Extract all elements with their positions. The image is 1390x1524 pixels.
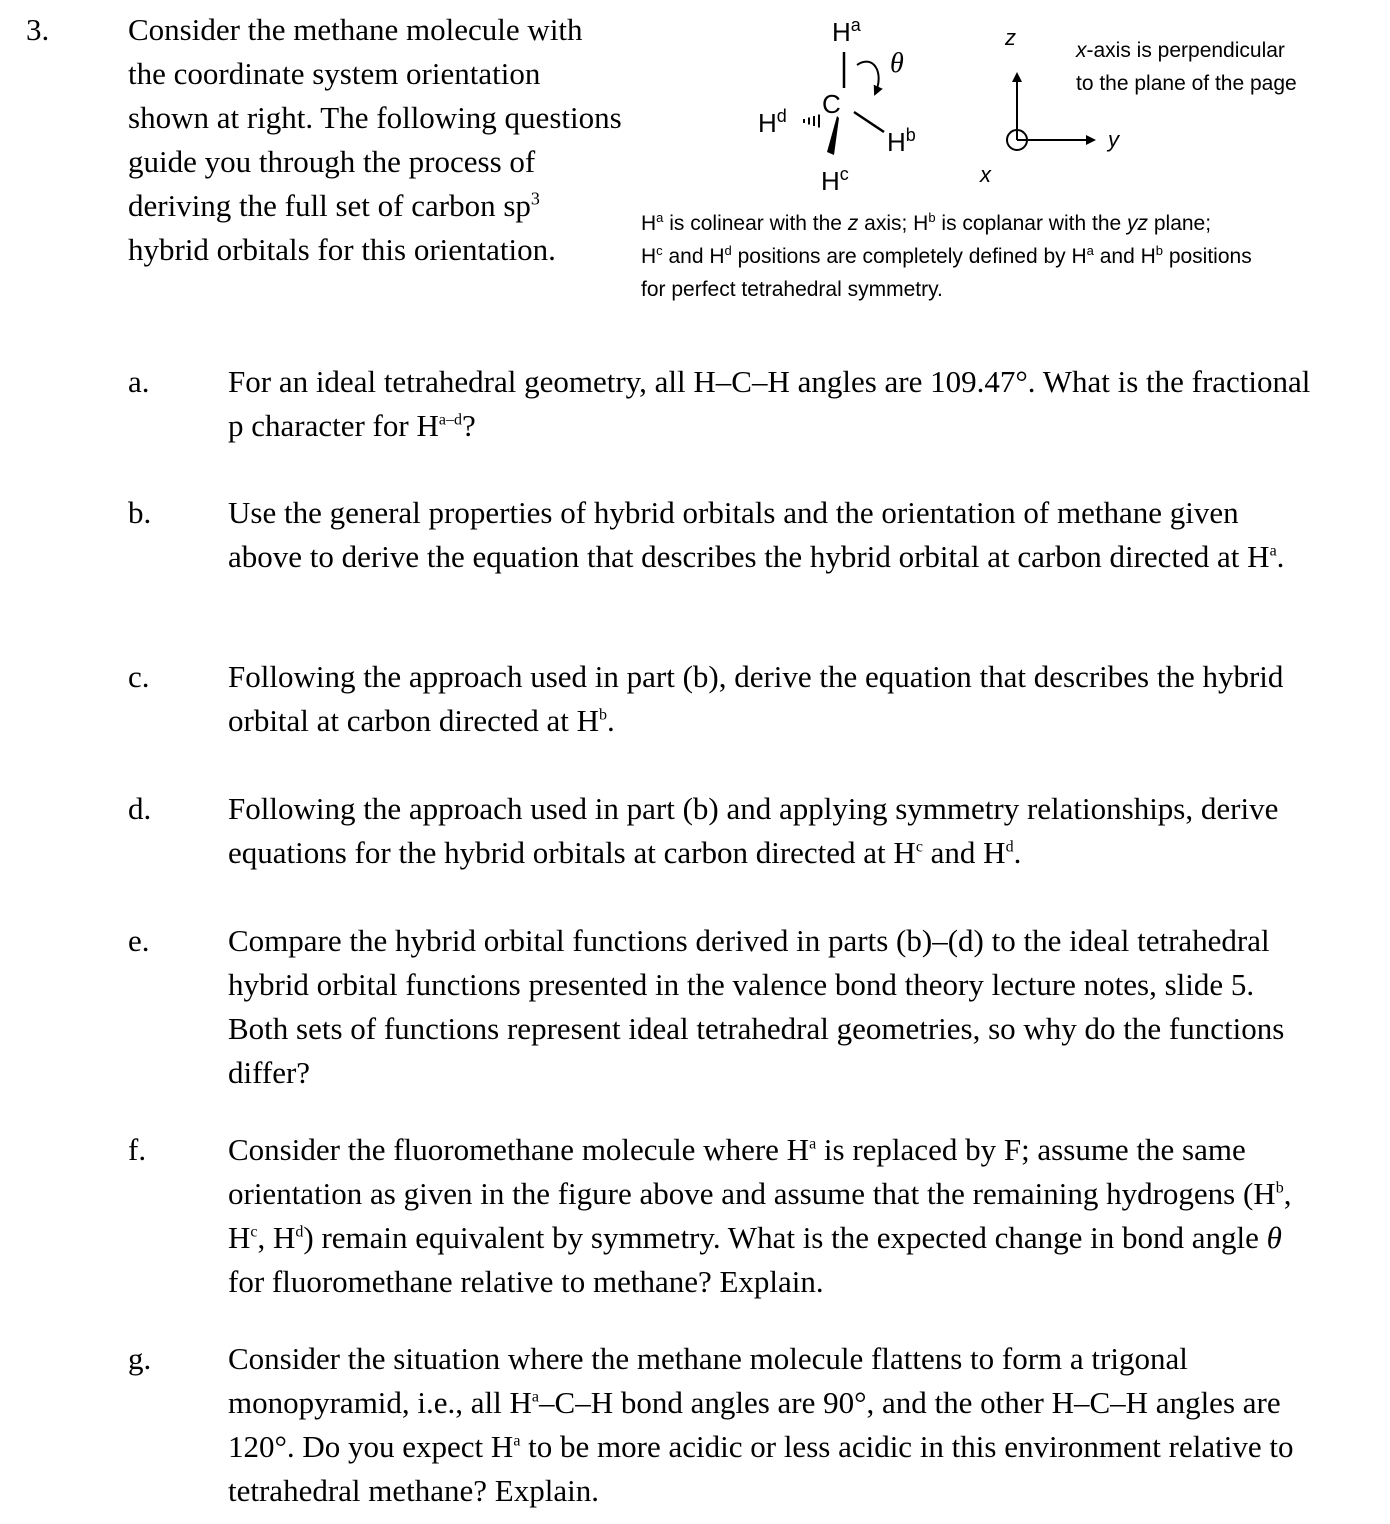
part-letter: c. bbox=[128, 659, 150, 694]
part-text: Use the general properties of hybrid orbitals and the orientation of methane given above to derive the equation that describes the hybrid orbital at carbon directed at $H^a$. bbox=[228, 495, 1285, 574]
atom-h-d-label: $H^d$ bbox=[758, 106, 787, 138]
part-letter: g. bbox=[128, 1341, 152, 1376]
axis-y-label: y bbox=[1108, 127, 1119, 152]
bond-c-hc-solid-wedge bbox=[827, 116, 839, 155]
atom-h-a-label: $H^a$ bbox=[832, 15, 861, 47]
part-letter: b. bbox=[128, 495, 152, 530]
axis-z-label: z bbox=[1005, 25, 1016, 50]
part-text: Following the approach used in part (b), derive the equation that describes the hybrid orbital at carbon directed at $H^b$. bbox=[228, 659, 1284, 738]
part-text: Compare the hybrid orbital functions derived in parts (b)–(d) to the ideal tetrahedral hybrid orbital functions presented in the valence bond theory lecture notes, slide 5. Both sets of functions represent ideal tetrahedral geometries, so why do the functions differ? bbox=[228, 923, 1285, 1090]
part-text: Consider the situation where the methane molecule flattens to form a trigonal monopyramid, i.e., all $H^a-C-H$ bond angles are 90°, and the other H–C–H angles are 120°. Do you expect $H^a$ to be more acidic or less acidic in this environment relative to tetrahedral methane? Explain. bbox=[228, 1341, 1294, 1508]
bond-c-hd-hashed-wedge bbox=[804, 115, 819, 128]
part-text: Consider the fluoromethane molecule where $H^a$ is replaced by F; assume the same orientation as given in the figure above and assume that the remaining hydrogens ($H^b$, $H^c$, $H^d$) remain equivalent by symmetry. What is the expected change in bond angle θ for fluoromethane relative to methane? Explain. bbox=[228, 1132, 1292, 1299]
part-letter: d. bbox=[128, 791, 152, 826]
part-letter: f. bbox=[128, 1132, 147, 1167]
figure-caption: $H^a$ is colinear with the z axis; $H^b$ is coplanar with the yz plane; $H^c$ and $H^d$ positions are completely defined by $H^a$ and $H^b$ positions for perfect tetrahedral symmetry. bbox=[641, 210, 1252, 301]
atom-h-b-label: $H^b$ bbox=[887, 125, 916, 157]
part-letter: a. bbox=[128, 364, 150, 399]
bond-c-hb bbox=[854, 112, 884, 132]
question-intro: Consider the methane molecule with the coordinate system orientation shown at right. The following questions guide you through the process of deriving the full set of carbon $sp^3$ hybrid orbitals for this orientation. bbox=[128, 12, 622, 267]
axis-note: x-axis is perpendicular to the plane of the page bbox=[1076, 39, 1297, 95]
part-text: Following the approach used in part (b) and applying symmetry relationships, derive equations for the hybrid orbitals at carbon directed at $H^c$ and $H^d$. bbox=[228, 791, 1279, 870]
angle-theta-label: θ bbox=[890, 48, 904, 79]
atom-h-c-label: $H^c$ bbox=[821, 164, 849, 196]
axis-x-label: x bbox=[980, 162, 991, 187]
part-text: For an ideal tetrahedral geometry, all H–C–H angles are 109.47°. What is the fractional p character for $H^{a-d}$? bbox=[228, 364, 1311, 443]
atom-carbon-label: C bbox=[822, 89, 841, 119]
part-letter: e. bbox=[128, 923, 150, 958]
question-number: 3. bbox=[26, 12, 50, 47]
angle-theta-arc bbox=[857, 62, 879, 94]
